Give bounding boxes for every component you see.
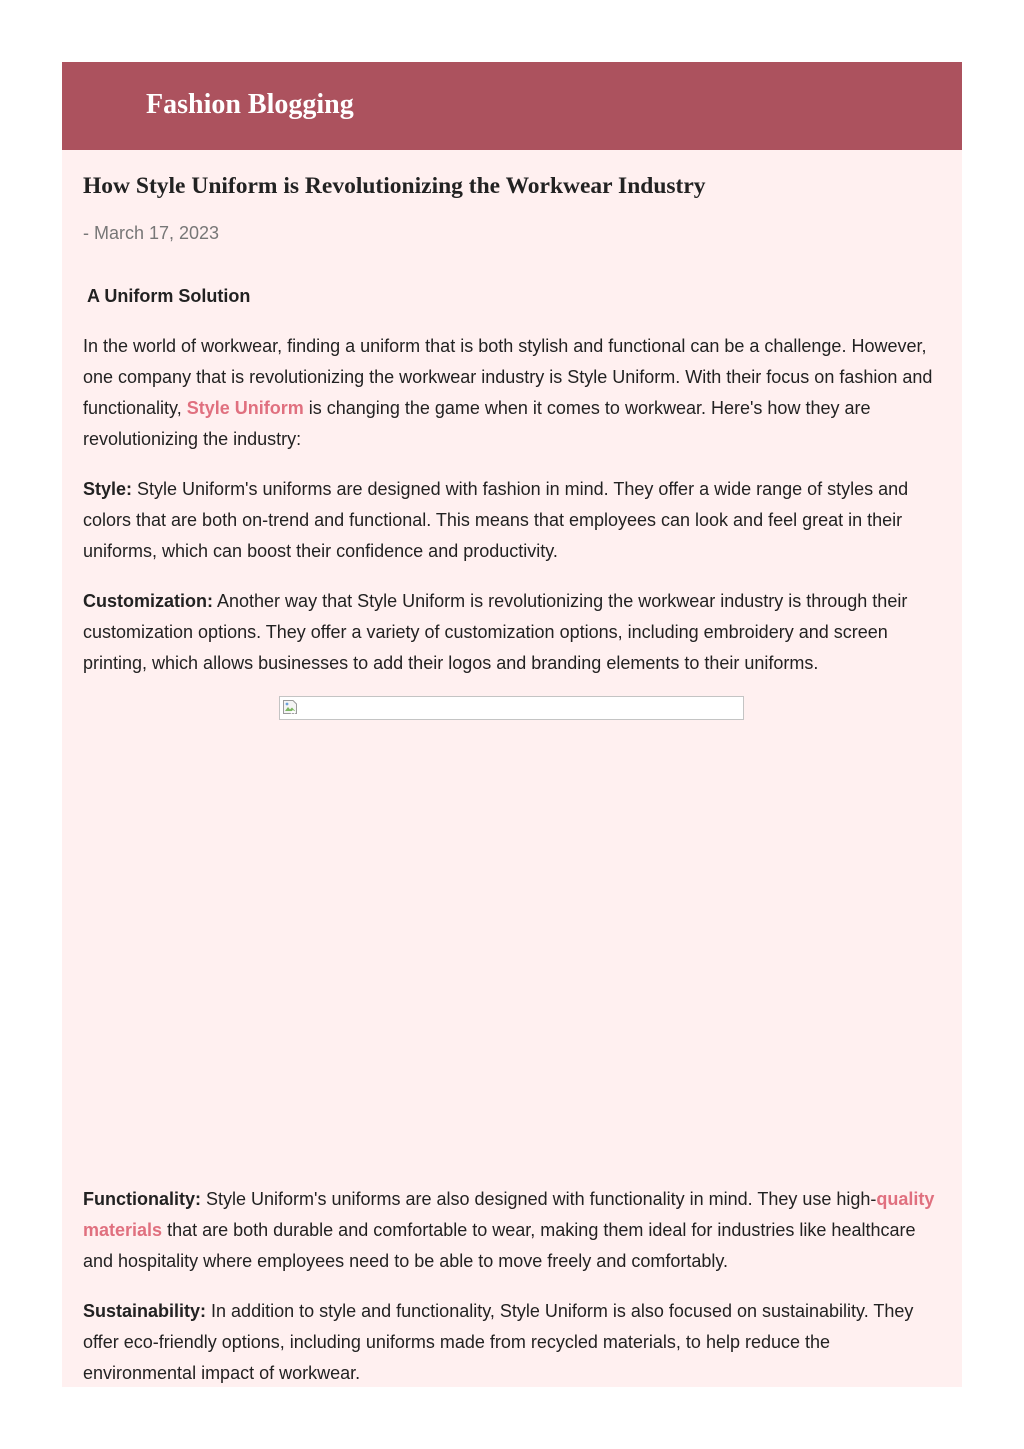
functionality-label: Functionality:	[83, 1189, 201, 1209]
post-content-lower	[83, 1184, 941, 1389]
customization-label: Customization:	[83, 591, 213, 611]
style-label: Style:	[83, 479, 133, 499]
intro-text-before-link: In the world of workwear, finding a uniform that is both stylish and functional can be a challenge. However, one company that is revolutionizing the workwear industry is Style Uniform. With their focus on fashion and functionality,	[83, 336, 933, 418]
customization-paragraph	[83, 586, 941, 679]
customization-text: Another way that Style Uniform is revolutionizing the workwear industry is through their customization options. They offer a variety of customization options, including embroidery and screen printing, which allows businesses to add their logos and branding elements to their uniforms.	[83, 591, 908, 673]
sustainability-label: Sustainability:	[83, 1301, 207, 1321]
site-header	[62, 62, 962, 150]
article-image	[279, 696, 744, 720]
site-title[interactable]: Fashion Blogging	[146, 89, 354, 120]
post-date: - March 17, 2023	[83, 223, 220, 243]
blog-page	[62, 62, 962, 1387]
intro-text-after-link: is changing the game when it comes to workwear. Here's how they are revolutionizing the industry:	[83, 398, 871, 449]
functionality-text-after-link: that are both durable and comfortable to wear, making them ideal for industries like healthcare and hospitality where employees need to be able to move freely and comfortably.	[83, 1220, 916, 1271]
post-title: How Style Uniform is Revolutionizing the Workwear Industry	[83, 173, 706, 199]
style-text: Style Uniform's uniforms are designed with fashion in mind. They offer a wide range of styles and colors that are both on-trend and functional. This means that employees can look and feel great in their uniforms, which can boost their confidence and productivity.	[83, 479, 909, 561]
broken-image-icon	[282, 699, 298, 715]
functionality-paragraph	[83, 1184, 941, 1277]
sustainability-paragraph	[83, 1296, 941, 1389]
style-paragraph	[83, 474, 941, 567]
section-heading: A Uniform Solution	[87, 286, 251, 306]
style-uniform-link[interactable]: Style Uniform	[186, 398, 304, 418]
quality-materials-link[interactable]: quality materials	[83, 1189, 935, 1240]
functionality-text-before-link: Style Uniform's uniforms are also designed with functionality in mind. They use high-	[201, 1189, 877, 1209]
sustainability-text: In addition to style and functionality, Style Uniform is also focused on sustainability. They offer eco-friendly options, including uniforms made from recycled materials, to help reduce the environmental impact of workwear.	[83, 1301, 914, 1383]
intro-paragraph	[83, 331, 941, 455]
post-content	[62, 150, 962, 679]
